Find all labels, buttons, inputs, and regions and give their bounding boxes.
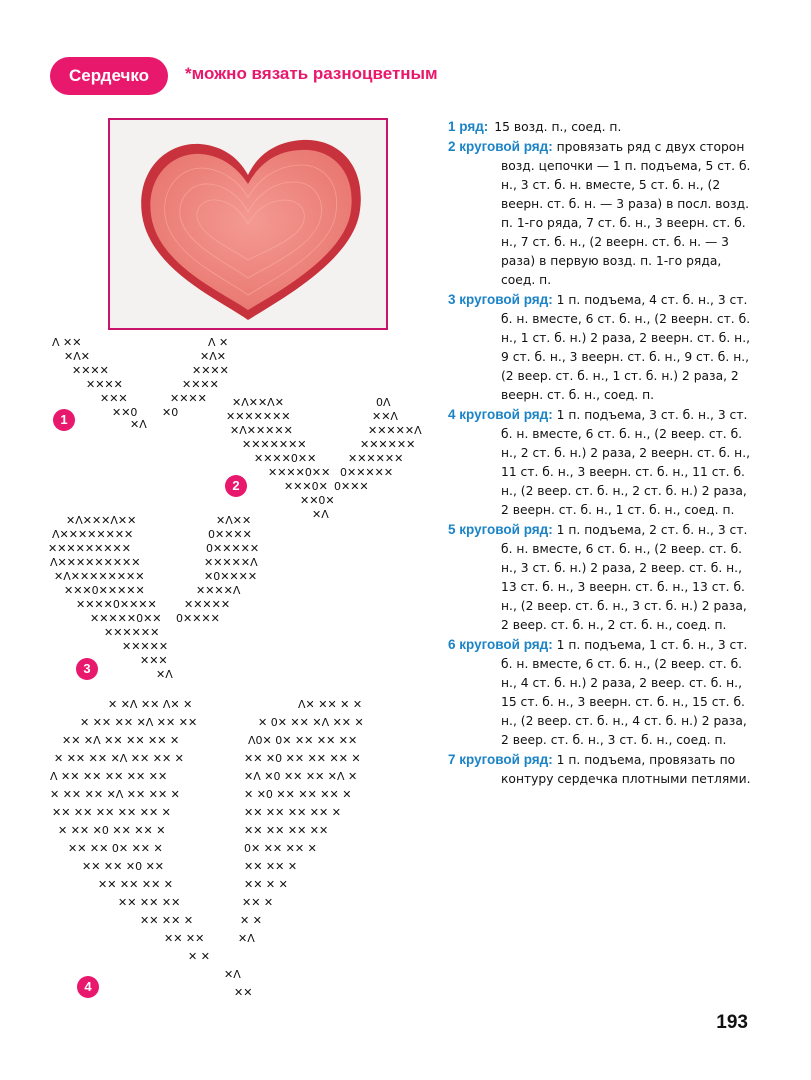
svg-text:✕✕✕✕✕✕: ✕✕✕✕✕✕	[348, 452, 404, 465]
svg-text:✕ 0✕ ✕✕ ✕ᐱ ✕✕ ✕: ✕ 0✕ ✕✕ ✕ᐱ ✕✕ ✕	[258, 716, 364, 729]
svg-text:✕ᐱ: ✕ᐱ	[130, 418, 147, 431]
chart-step-4	[48, 692, 448, 1012]
svg-text:✕ ✕: ✕ ✕	[188, 950, 210, 963]
svg-text:✕✕ ✕✕ ✕: ✕✕ ✕✕ ✕	[244, 860, 298, 873]
svg-text:✕ᐱ✕: ✕ᐱ✕	[64, 350, 90, 363]
row-label: 5 круговой ряд:	[448, 522, 553, 537]
row-3	[448, 290, 758, 405]
svg-text:✕✕✕✕✕✕: ✕✕✕✕✕✕	[104, 626, 160, 639]
svg-text:✕✕✕✕: ✕✕✕✕	[192, 364, 229, 377]
svg-text:✕✕✕0✕: ✕✕✕0✕	[284, 480, 328, 493]
svg-text:✕✕✕✕: ✕✕✕✕	[182, 378, 219, 391]
svg-text:ᐱ✕ ✕✕ ✕ ✕: ᐱ✕ ✕✕ ✕ ✕	[298, 698, 363, 711]
svg-text:ᐱ ✕✕ ✕✕ ✕✕ ✕✕ ✕✕: ᐱ ✕✕ ✕✕ ✕✕ ✕✕ ✕✕	[50, 770, 168, 783]
svg-text:ᐱ✕✕✕✕✕✕✕✕✕: ᐱ✕✕✕✕✕✕✕✕✕	[50, 556, 141, 569]
svg-text:✕✕ ✕✕ 0✕ ✕✕ ✕: ✕✕ ✕✕ 0✕ ✕✕ ✕	[68, 842, 163, 855]
svg-text:✕✕ ✕: ✕✕ ✕	[242, 896, 274, 909]
row-label: 6 круговой ряд:	[448, 637, 553, 652]
svg-text:0✕ ✕✕ ✕✕ ✕: 0✕ ✕✕ ✕✕ ✕	[244, 842, 317, 855]
svg-text:✕ ✕✕ ✕✕ ✕ᐱ ✕✕ ✕✕: ✕ ✕✕ ✕✕ ✕ᐱ ✕✕ ✕✕	[80, 716, 198, 729]
svg-text:✕✕✕: ✕✕✕	[100, 392, 128, 405]
step-badge-4: 4	[77, 976, 99, 998]
svg-text:✕✕✕✕✕ᐱ: ✕✕✕✕✕ᐱ	[204, 556, 258, 569]
row-text: 1 п. подъема, провязать по контуру сердечка плотными петлями.	[501, 753, 751, 786]
svg-text:✕✕✕✕✕: ✕✕✕✕✕	[184, 598, 231, 611]
svg-text:0✕✕✕✕: 0✕✕✕✕	[176, 612, 220, 625]
svg-text:✕✕✕✕: ✕✕✕✕	[86, 378, 123, 391]
svg-text:✕✕✕✕✕✕: ✕✕✕✕✕✕	[360, 438, 416, 451]
svg-text:✕✕✕0✕✕✕✕✕: ✕✕✕0✕✕✕✕✕	[64, 584, 145, 597]
svg-text:ᐱ✕✕✕✕✕✕✕✕: ᐱ✕✕✕✕✕✕✕✕	[52, 528, 134, 541]
svg-text:✕ᐱ ✕0 ✕✕ ✕✕ ✕ᐱ ✕: ✕ᐱ ✕0 ✕✕ ✕✕ ✕ᐱ ✕	[244, 770, 358, 783]
svg-text:✕✕: ✕✕	[234, 986, 253, 999]
row-text: 1 п. подъема, 4 ст. б. н., 3 ст. б. н. вместе, 6 ст. б. н., (2 веерн. ст. б. н., 1 ст. б. н.) 2 раза, 2 веерн. ст. б. н., 9 ст. б. н., 3 веерн. ст. б. н., 9 ст. б. н., (2 веер. ст. б. н., 1 ст. б. н.) 2 раза, 2 веерн. ст. б. н., соед. п.	[501, 293, 751, 402]
chart-step-1	[50, 332, 240, 432]
svg-text:✕✕ᐱ: ✕✕ᐱ	[372, 410, 398, 423]
svg-text:✕✕✕✕✕ᐱ: ✕✕✕✕✕ᐱ	[368, 424, 422, 437]
svg-text:✕ ✕0 ✕✕ ✕✕ ✕✕ ✕: ✕ ✕0 ✕✕ ✕✕ ✕✕ ✕	[244, 788, 352, 801]
color-note: *можно вязать разноцветным	[185, 64, 438, 83]
svg-text:✕✕✕: ✕✕✕	[140, 654, 168, 667]
crochet-heart-image	[110, 120, 386, 328]
svg-text:✕✕ ✕✕ ✕: ✕✕ ✕✕ ✕	[140, 914, 194, 927]
svg-text:✕✕✕✕✕: ✕✕✕✕✕	[122, 640, 169, 653]
svg-text:✕✕✕✕✕✕✕✕✕: ✕✕✕✕✕✕✕✕✕	[48, 542, 131, 555]
step-badge-3: 3	[76, 658, 98, 680]
svg-text:✕ᐱ: ✕ᐱ	[156, 668, 173, 681]
svg-text:✕✕✕✕0✕✕: ✕✕✕✕0✕✕	[268, 466, 331, 479]
svg-text:0✕✕✕✕✕: 0✕✕✕✕✕	[340, 466, 394, 479]
row-label: 2 круговой ряд:	[448, 139, 553, 154]
svg-text:✕ᐱ✕✕✕ᐱ✕✕: ✕ᐱ✕✕✕ᐱ✕✕	[66, 514, 137, 527]
svg-text:✕ᐱ✕✕ᐱ✕: ✕ᐱ✕✕ᐱ✕	[232, 396, 284, 409]
svg-text:✕ᐱ✕✕✕✕✕: ✕ᐱ✕✕✕✕✕	[230, 424, 293, 437]
step-badge-2: 2	[225, 475, 247, 497]
section-title: Сердечко	[50, 57, 168, 95]
svg-text:✕ᐱ✕: ✕ᐱ✕	[200, 350, 226, 363]
svg-text:✕✕ ✕✕ ✕✕ ✕✕: ✕✕ ✕✕ ✕✕ ✕✕	[244, 824, 329, 837]
heart-photo	[108, 118, 388, 330]
svg-text:✕ ✕✕ ✕0 ✕✕ ✕✕ ✕: ✕ ✕✕ ✕0 ✕✕ ✕✕ ✕	[58, 824, 166, 837]
svg-text:ᐱ ✕✕: ᐱ ✕✕	[52, 336, 82, 349]
row-1	[448, 117, 758, 137]
row-text: 1 п. подъема, 2 ст. б. н., 3 ст. б. н. вместе, 6 ст. б. н., (2 веер. ст. б. н., 3 ст. б. н.) 2 раза, 2 веер. ст. б. н., 13 ст. б. н., 3 веерн. ст. б. н., 13 ст. б. н., (2 веер. ст. б. н., 3 ст. б. н.) 2 раза, 2 веер. ст. б. н., 2 ст. б. н., соед. п.	[501, 523, 748, 632]
svg-text:✕✕0: ✕✕0	[112, 406, 138, 419]
svg-text:✕✕✕✕0✕✕: ✕✕✕✕0✕✕	[254, 452, 317, 465]
svg-text:✕✕ ✕ ✕: ✕✕ ✕ ✕	[244, 878, 288, 891]
svg-text:✕✕ ✕✕ ✕✕ ✕: ✕✕ ✕✕ ✕✕ ✕	[98, 878, 174, 891]
svg-text:✕ᐱ: ✕ᐱ	[238, 932, 255, 945]
svg-text:✕ ✕: ✕ ✕	[240, 914, 262, 927]
row-text: 1 п. подъема, 1 ст. б. н., 3 ст. б. н. вместе, 6 ст. б. н., (2 веер. ст. б. н., 4 ст. б. н.) 2 раза, 2 веер. ст. б. н., 15 ст. б. н., 3 веерн. ст. б. н., 15 ст. б. н., (2 веер. ст. б. н., 4 ст. б. н.) 2 раза, 2 веер. ст. б. н., 3 ст. б. н., соед. п.	[501, 638, 748, 747]
row-4	[448, 405, 758, 520]
row-label: 4 круговой ряд:	[448, 407, 553, 422]
svg-text:✕ ✕ᐱ ✕✕ ᐱ✕ ✕: ✕ ✕ᐱ ✕✕ ᐱ✕ ✕	[108, 698, 193, 711]
svg-text:✕✕✕✕✕✕✕: ✕✕✕✕✕✕✕	[226, 410, 291, 423]
row-label: 7 круговой ряд:	[448, 752, 553, 767]
svg-text:ᐱ0✕ 0✕ ✕✕ ✕✕ ✕✕: ᐱ0✕ 0✕ ✕✕ ✕✕ ✕✕	[248, 734, 358, 747]
svg-text:✕ ✕✕ ✕✕ ✕ᐱ ✕✕ ✕✕ ✕: ✕ ✕✕ ✕✕ ✕ᐱ ✕✕ ✕✕ ✕	[54, 752, 184, 765]
svg-text:✕✕✕✕: ✕✕✕✕	[72, 364, 109, 377]
row-text: 1 п. подъема, 3 ст. б. н., 3 ст. б. н. вместе, 6 ст. б. н., (2 веер. ст. б. н., 2 ст. б. н.) 2 раза, 2 веерн. ст. б. н., 11 ст. б. н., 3 веерн. ст. б. н., 11 ст. б. н., (2 веер. ст. б. н., 2 ст. б. н.) 2 раза, 2 веерн. ст. б. н., 1 ст. б. н., соед. п.	[501, 408, 751, 517]
svg-text:0ᐱ: 0ᐱ	[376, 396, 391, 409]
svg-text:✕ᐱ: ✕ᐱ	[312, 508, 329, 521]
row-5	[448, 520, 758, 635]
svg-text:✕✕ ✕✕ ✕0 ✕✕: ✕✕ ✕✕ ✕0 ✕✕	[82, 860, 165, 873]
svg-text:✕0: ✕0	[162, 406, 179, 419]
svg-text:✕✕✕✕✕✕✕: ✕✕✕✕✕✕✕	[242, 438, 307, 451]
svg-text:✕✕✕✕0✕✕✕✕: ✕✕✕✕0✕✕✕✕	[76, 598, 157, 611]
row-text: 15 возд. п., соед. п.	[494, 120, 622, 134]
row-text: провязать ряд с двух сторон возд. цепочки — 1 п. подъема, 5 ст. б. н., 3 ст. б. н. вместе, 5 ст. б. н., (2 веерн. ст. б. н. — 3 раза) в посл. возд. п. 1-го ряда, 7 ст. б. н., 3 веерн. ст. б. н., 7 ст. б. н., (2 веерн. ст. б. н. — 3 раза) в первую возд. п. 1-го ряда, соед. п.	[501, 140, 751, 287]
svg-text:✕0✕✕✕✕: ✕0✕✕✕✕	[204, 570, 258, 583]
row-2	[448, 137, 758, 290]
instructions	[448, 117, 758, 789]
svg-text:✕✕ ✕✕ ✕✕ ✕✕ ✕✕ ✕: ✕✕ ✕✕ ✕✕ ✕✕ ✕✕ ✕	[52, 806, 171, 819]
svg-text:0✕✕✕✕✕: 0✕✕✕✕✕	[206, 542, 260, 555]
svg-text:✕ ✕✕ ✕✕ ✕ᐱ ✕✕ ✕✕ ✕: ✕ ✕✕ ✕✕ ✕ᐱ ✕✕ ✕✕ ✕	[50, 788, 180, 801]
row-7	[448, 750, 758, 789]
svg-text:✕✕✕✕: ✕✕✕✕	[170, 392, 207, 405]
svg-text:ᐱ ✕: ᐱ ✕	[208, 336, 229, 349]
svg-text:✕✕ ✕✕: ✕✕ ✕✕	[164, 932, 205, 945]
row-6	[448, 635, 758, 750]
row-label: 3 круговой ряд:	[448, 292, 553, 307]
svg-text:✕✕ ✕0 ✕✕ ✕✕ ✕✕ ✕: ✕✕ ✕0 ✕✕ ✕✕ ✕✕ ✕	[244, 752, 361, 765]
svg-text:0✕✕✕: 0✕✕✕	[334, 480, 369, 493]
svg-text:✕ᐱ✕✕: ✕ᐱ✕✕	[216, 514, 252, 527]
svg-text:✕✕0✕: ✕✕0✕	[300, 494, 335, 507]
svg-text:✕ᐱ: ✕ᐱ	[224, 968, 241, 981]
svg-text:✕✕✕✕✕0✕✕: ✕✕✕✕✕0✕✕	[90, 612, 162, 625]
svg-text:✕✕ ✕✕ ✕✕: ✕✕ ✕✕ ✕✕	[118, 896, 181, 909]
svg-text:0✕✕✕✕: 0✕✕✕✕	[208, 528, 252, 541]
page-number: 193	[716, 1012, 748, 1033]
svg-text:✕✕ ✕✕ ✕✕ ✕✕ ✕: ✕✕ ✕✕ ✕✕ ✕✕ ✕	[244, 806, 341, 819]
row-label: 1 ряд:	[448, 119, 489, 134]
step-badge-1: 1	[53, 409, 75, 431]
svg-text:✕✕ ✕ᐱ ✕✕ ✕✕ ✕✕ ✕: ✕✕ ✕ᐱ ✕✕ ✕✕ ✕✕ ✕	[62, 734, 180, 747]
svg-text:✕ᐱ✕✕✕✕✕✕✕✕: ✕ᐱ✕✕✕✕✕✕✕✕	[54, 570, 145, 583]
svg-text:✕✕✕✕ᐱ: ✕✕✕✕ᐱ	[196, 584, 241, 597]
